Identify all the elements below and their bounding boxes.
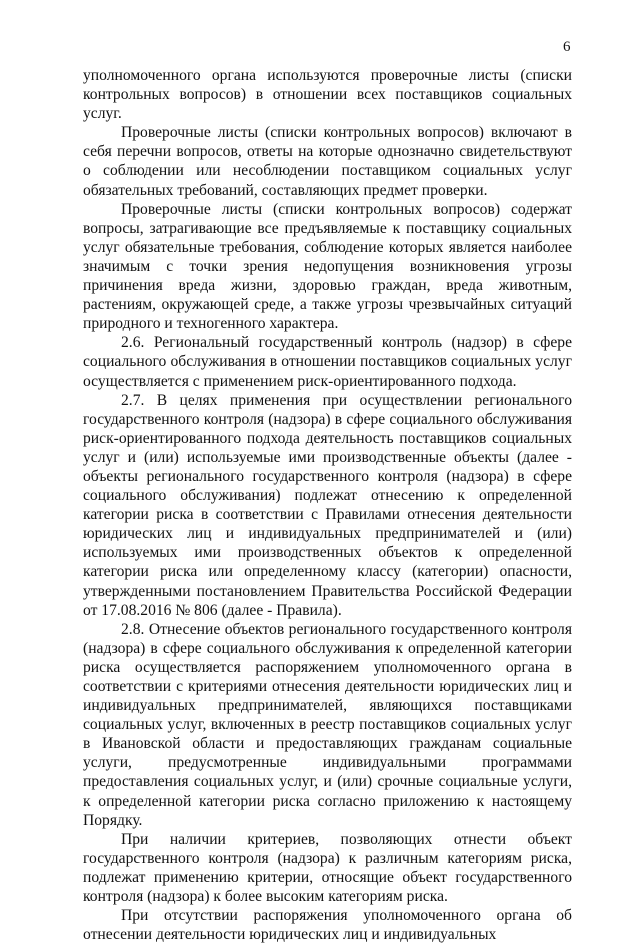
paragraph-checklists-questions: Проверочные листы (списки контрольных вопросов) содержат вопросы, затрагивающие все предъявляемые к поставщику социальных услуг обязательные требования, соблюдение которых является наиболее значимым с точки зрения недопущения возникновения угрозы причинения вреда жизни, здоровью граждан, вреда животным, растениям, окружающей среде, а также угрозы чрезвычайных ситуаций природного и техногенного характера. [83, 200, 572, 333]
paragraph-criteria-presence: При наличии критериев, позволяющих отнести объект государственного контроля (надзора) к различным категориям риска, подлежат применению критерии, относящие объект государственного контроля (надзора) к более высоким категориям риска. [83, 830, 572, 906]
paragraph-section-2-7: 2.7. В целях применения при осуществлении регионального государственного контроля (надзора) в сфере социального обслуживания риск-ориентированного подхода деятельность поставщиков социальных услуг и (или) используемые ими производственные объекты (далее - объекты регионального государственного контроля (надзора) в сфере социального обслуживания) подлежат отнесению к определенной категории риска в соответствии с Правилами отнесения деятельности юридических лиц и индивидуальных предпринимателей и (или) используемых ими производственных объектов к определенной категории риска или определенному классу (категории) опасности, утвержденными постановлением Правительства Российской Федерации от 17.08.2016 № 806 (далее - Правила). [83, 391, 572, 619]
paragraph-criteria-absence: При отсутствии распоряжения уполномоченного органа об отнесении деятельности юридических лиц и индивидуальных [83, 907, 572, 944]
page-number: 6 [563, 39, 571, 55]
paragraph-section-2-6: 2.6. Региональный государственный контроль (надзор) в сфере социального обслуживания в отношении поставщиков социальных услуг осуществляется с применением риск-ориентированного подхода. [83, 334, 572, 390]
paragraph-section-2-8: 2.8. Отнесение объектов регионального государственного контроля (надзора) в сфере социального обслуживания к определенной категории риска осуществляется распоряжением уполномоченного органа в соответствии с критериями отнесения деятельности юридических лиц и индивидуальных предпринимателей, являющихся поставщиками социальных услуг, включенных в реестр поставщиков социальных услуг в Ивановской области и предоставляющих гражданам социальные услуги, предусмотренные индивидуальными программами предоставления социальных услуг, и (или) срочные социальные услуги, к определенной категории риска согласно приложению к настоящему Порядку. [83, 620, 572, 829]
document-body [83, 66, 572, 944]
paragraph-continuation: уполномоченного органа используются проверочные листы (списки контрольных вопросов) в отношении всех поставщиков социальных услуг. [83, 67, 572, 123]
paragraph-checklists-contents: Проверочные листы (списки контрольных вопросов) включают в себя перечни вопросов, ответы на которые однозначно свидетельствуют о соблюдении или несоблюдении поставщиком социальных услуг обязательных требований, составляющих предмет проверки. [83, 124, 572, 199]
